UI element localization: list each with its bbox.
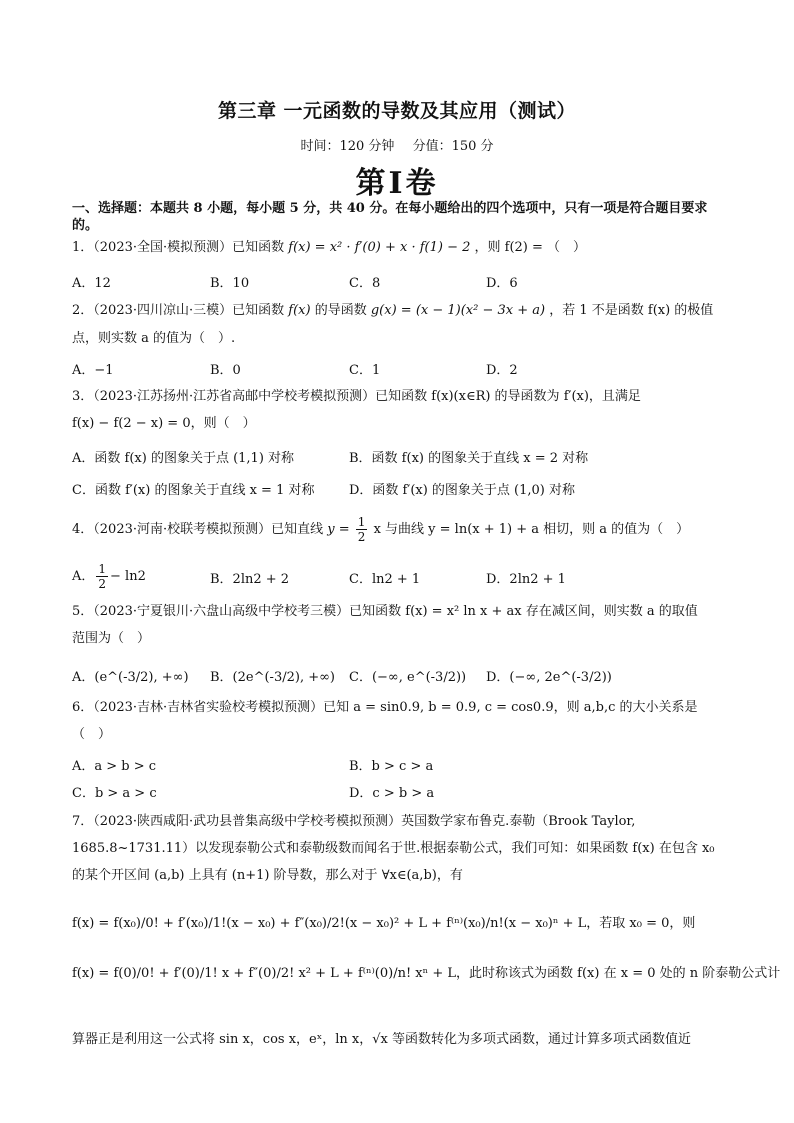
q4-options — [72, 562, 732, 591]
q1-prefix: 1．（2023·全国·模拟预测）已知函数 — [72, 240, 285, 255]
taylor-formula-general: f(x) = f(x₀)/0! + f′(x₀)/1!(x − x₀) + f″(x₀)/2!(x − x₀)² + L + f⁽ⁿ⁾(x₀)/n!(x − x₀)ⁿ + L，若取 x₀ = 0，则 — [72, 916, 696, 931]
q4-mid: x 与曲线 y = ln(x + 1) + a 相切，则 a 的值为（ ） — [373, 522, 690, 537]
q5-options — [72, 666, 732, 686]
question-1 — [72, 239, 732, 257]
section-instructions: 一、选择题：本题共 8 小题，每小题 5 分，共 40 分。在每小题给出的四个选项中，只有一项是符合题目要求的。 — [72, 201, 708, 233]
q2-option-c[interactable]: C．1 — [349, 363, 381, 378]
q3-options-row-2 — [72, 479, 732, 499]
q2-option-a[interactable]: A．−1 — [72, 363, 114, 378]
q6-options-row-1 — [72, 755, 732, 775]
q4-option-c[interactable]: C．ln2 + 1 — [349, 572, 421, 587]
q2-options — [72, 359, 732, 379]
question-7-line-6: 算器正是利用这一公式将 sin x，cos x，eˣ，ln x，√x 等函数转化为多项式函数，通过计算多项式函数值近 — [72, 1032, 691, 1047]
question-5-line-1: 5．（2023·宁夏银川·六盘山高级中学校考三模）已知函数 f(x) = x² ln x + ax 存在减区间，则实数 a 的取值 — [72, 604, 698, 619]
time-label: 时间：120 分钟 — [300, 139, 395, 154]
question-7-line-3: 的某个开区间 (a,b) 上具有 (n+1) 阶导数，那么对于 ∀x∈(a,b)，有 — [72, 868, 463, 883]
q2-prefix: 2．（2023·四川凉山·三模）已知函数 — [72, 303, 285, 318]
question-5-line-2: 范围为（ ） — [72, 631, 151, 646]
page-title: 第三章 一元函数的导数及其应用（测试） — [217, 100, 577, 122]
q3-option-c[interactable]: C．函数 f′(x) 的图象关于直线 x = 1 对称 — [72, 483, 315, 498]
q2-suffix: ，若 1 不是函数 f(x) 的极值 — [549, 303, 714, 318]
question-4: 4．（2023·河南·校联考模拟预测）已知直线 y = $\frac{1}{2}$ x 与曲线 y = ln(x + 1) + a 相切，则 a 的值为（ ） — [72, 515, 690, 544]
q2-f: f(x) — [288, 303, 311, 318]
q2-mid: 的导函数 — [314, 303, 367, 318]
question-6-line-2: （ ） — [72, 727, 112, 742]
q6-option-c[interactable]: C．b > a > c — [72, 786, 157, 801]
q5-option-d[interactable]: D．(−∞, 2e^(-3/2)) — [486, 670, 612, 685]
taylor-formula-maclaurin: f(x) = f(0)/0! + f′(0)/1! x + f″(0)/2! x² + L + f⁽ⁿ⁾(0)/n! xⁿ + L，此时称该式为函数 f(x) 在 x = 0 处的 n 阶泰勒公式计 — [72, 966, 781, 981]
q6-option-d[interactable]: D．c > b > a — [349, 786, 435, 801]
q4-option-b[interactable]: B．2ln2 + 2 — [210, 572, 290, 587]
q1-suffix: ，则 f(2) = （ ） — [474, 240, 587, 255]
q6-option-a[interactable]: A．a > b > c — [72, 759, 157, 774]
q6-option-b[interactable]: B．b > c > a — [349, 759, 434, 774]
q5-option-c[interactable]: C．(−∞, e^(-3/2)) — [349, 670, 467, 685]
volume-heading: 第Ⅰ卷 — [355, 166, 439, 201]
question-3-line-1: 3．（2023·江苏扬州·江苏省高邮中学校考模拟预测）已知函数 f(x)(x∈R) 的导函数为 f′(x)，且满足 — [72, 389, 641, 404]
q4-fraction: $\frac{1}{2}$ — [357, 515, 366, 544]
q3-option-d[interactable]: D．函数 f′(x) 的图象关于点 (1,0) 对称 — [349, 483, 576, 498]
q2-g: g(x) = (x − 1)(x² − 3x + a) — [370, 303, 546, 318]
q1-option-c[interactable]: C．8 — [349, 276, 381, 291]
question-3-line-2: f(x) − f(2 − x) = 0，则（ ） — [72, 416, 256, 431]
q4-option-a[interactable]: A． $\frac{1}{2}$ − ln2 — [72, 562, 146, 591]
question-7-line-2: 1685.8~1731.11）以发现泰勒公式和泰勒级数而闻名于世.根据泰勒公式，我们可知：如果函数 f(x) 在包含 x₀ — [72, 841, 715, 856]
q3-options-row-1 — [72, 447, 732, 467]
question-7-line-1: 7．（2023·陕西咸阳·武功县普集高级中学校考模拟预测）英国数学家布鲁克.泰勒（Brook Taylor, — [72, 814, 636, 829]
q6-options-row-2 — [72, 782, 732, 802]
q1-formula: f(x) = x² · f′(0) + x · f(1) − 2 — [288, 240, 471, 255]
q3-option-b[interactable]: B．函数 f(x) 的图象关于直线 x = 2 对称 — [349, 451, 589, 466]
q1-options — [72, 272, 732, 292]
q1-option-a[interactable]: A．12 — [72, 276, 111, 291]
question-6-line-1: 6．（2023·吉林·吉林省实验校考模拟预测）已知 a = sin0.9, b = 0.9, c = cos0.9，则 a,b,c 的大小关系是 — [72, 700, 698, 715]
q1-option-b[interactable]: B．10 — [210, 276, 250, 291]
question-2-line-2: 点，则实数 a 的值为（ ）. — [72, 331, 236, 346]
q5-option-b[interactable]: B．(2e^(-3/2), +∞) — [210, 670, 335, 685]
exam-meta — [0, 135, 794, 154]
q2-option-b[interactable]: B．0 — [210, 363, 241, 378]
q4-prefix: 4．（2023·河南·校联考模拟预测）已知直线 — [72, 522, 324, 537]
q5-option-a[interactable]: A．(e^(-3/2), +∞) — [72, 670, 189, 685]
score-label: 分值：150 分 — [412, 139, 494, 154]
q2-option-d[interactable]: D．2 — [486, 363, 518, 378]
q1-option-d[interactable]: D．6 — [486, 276, 518, 291]
q4-option-d[interactable]: D．2ln2 + 1 — [486, 572, 566, 587]
q3-option-a[interactable]: A．函数 f(x) 的图象关于点 (1,1) 对称 — [72, 451, 295, 466]
question-2-line-1 — [72, 302, 732, 320]
